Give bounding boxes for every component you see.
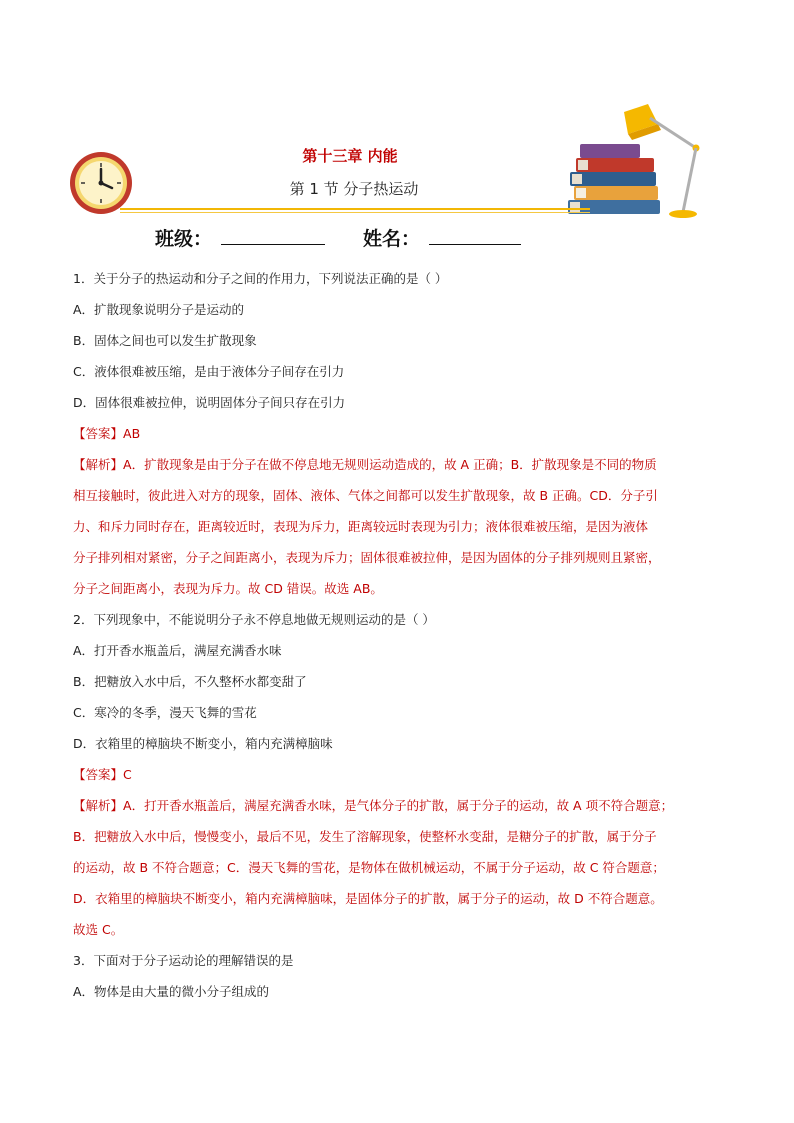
question-1-option-b: B．固体之间也可以发生扩散现象 [73, 333, 257, 348]
header-rule-secondary [120, 212, 590, 213]
question-1-analysis-line-2: 相互接触时，彼此进入对方的现象，固体、液体、气体之间都可以发生扩散现象，故 B 正确。CD．分子引 [73, 488, 658, 503]
header-rule [120, 208, 590, 210]
question-1-option-a: A．扩散现象说明分子是运动的 [73, 302, 245, 317]
question-2-option-b: B．把糖放入水中后，不久整杯水都变甜了 [73, 674, 307, 689]
analysis-tag: 【解析】 [73, 457, 124, 472]
question-1-analysis-line-1 [73, 456, 657, 474]
question-2-analysis-line-3: 的运动，故 B 不符合题意；C．漫天飞舞的雪花，是物体在做机械运动，不属于分子运动，故 C 符合题意； [73, 860, 665, 875]
question-2-stem: 2．下列现象中，不能说明分子永不停息地做无规则运动的是（ ） [73, 612, 435, 627]
question-1-option-c: C．液体很难被压缩，是由于液体分子间存在引力 [73, 364, 345, 379]
question-2-analysis-line-5: 故选 C。 [73, 922, 124, 937]
chapter-title: 第十三章 内能 [302, 147, 398, 165]
question-1-answer [73, 425, 140, 443]
name-label: 姓名： [363, 228, 421, 250]
question-1-stem: 1．关于分子的热运动和分子之间的作用力，下列说法正确的是（ ） [73, 271, 448, 286]
answer-value: AB [123, 426, 141, 441]
question-3-stem: 3．下面对于分子运动论的理解错误的是 [73, 953, 294, 968]
question-2-analysis-line-4: D．衣箱里的樟脑块不断变小，箱内充满樟脑味，是固体分子的扩散，属于分子的运动，故 D 不符合题意。 [73, 891, 663, 906]
analysis-text: A．扩散现象是由于分子在做不停息地无规则运动造成的，故 A 正确；B．扩散现象是不同的物质 [123, 457, 657, 472]
answer-tag: 【答案】 [73, 767, 124, 782]
question-1-analysis-line-3: 力、和斥力同时存在，距离较近时，表现为斥力，距离较远时表现为引力；液体很难被压缩，是因为液体 [73, 519, 649, 534]
question-2-analysis-line-1 [73, 797, 673, 815]
answer-value: C [123, 767, 132, 782]
section-title: 第 1 节 分子热运动 [289, 180, 419, 198]
analysis-text: A．打开香水瓶盖后，满屋充满香水味，是气体分子的扩散，属于分子的运动，故 A 项不符合题意； [123, 798, 674, 813]
question-1-analysis-line-5: 分子之间距离小，表现为斥力。故 CD 错误。故选 AB。 [73, 581, 383, 596]
question-2-option-c: C．寒冷的冬季，漫天飞舞的雪花 [73, 705, 257, 720]
question-2-answer [73, 766, 132, 784]
class-label: 班级： [155, 228, 213, 250]
answer-tag: 【答案】 [73, 426, 124, 441]
question-2-analysis-line-2: B．把糖放入水中后，慢慢变小，最后不见，发生了溶解现象，使整杯水变甜，是糖分子的扩散，属于分子 [73, 829, 657, 844]
name-field[interactable] [429, 244, 521, 245]
question-1-option-d: D．固体很难被拉伸，说明固体分子间只存在引力 [73, 395, 346, 410]
question-2-option-a: A．打开香水瓶盖后，满屋充满香水味 [73, 643, 282, 658]
analysis-tag: 【解析】 [73, 798, 124, 813]
question-3-option-a: A．物体是由大量的微小分子组成的 [73, 984, 270, 999]
question-2-option-d: D．衣箱里的樟脑块不断变小，箱内充满樟脑味 [73, 736, 333, 751]
class-field[interactable] [221, 244, 325, 245]
question-1-analysis-line-4: 分子排列相对紧密，分子之间距离小，表现为斥力；固体很难被拉伸，是因为固体的分子排列规则且紧密， [73, 550, 661, 565]
